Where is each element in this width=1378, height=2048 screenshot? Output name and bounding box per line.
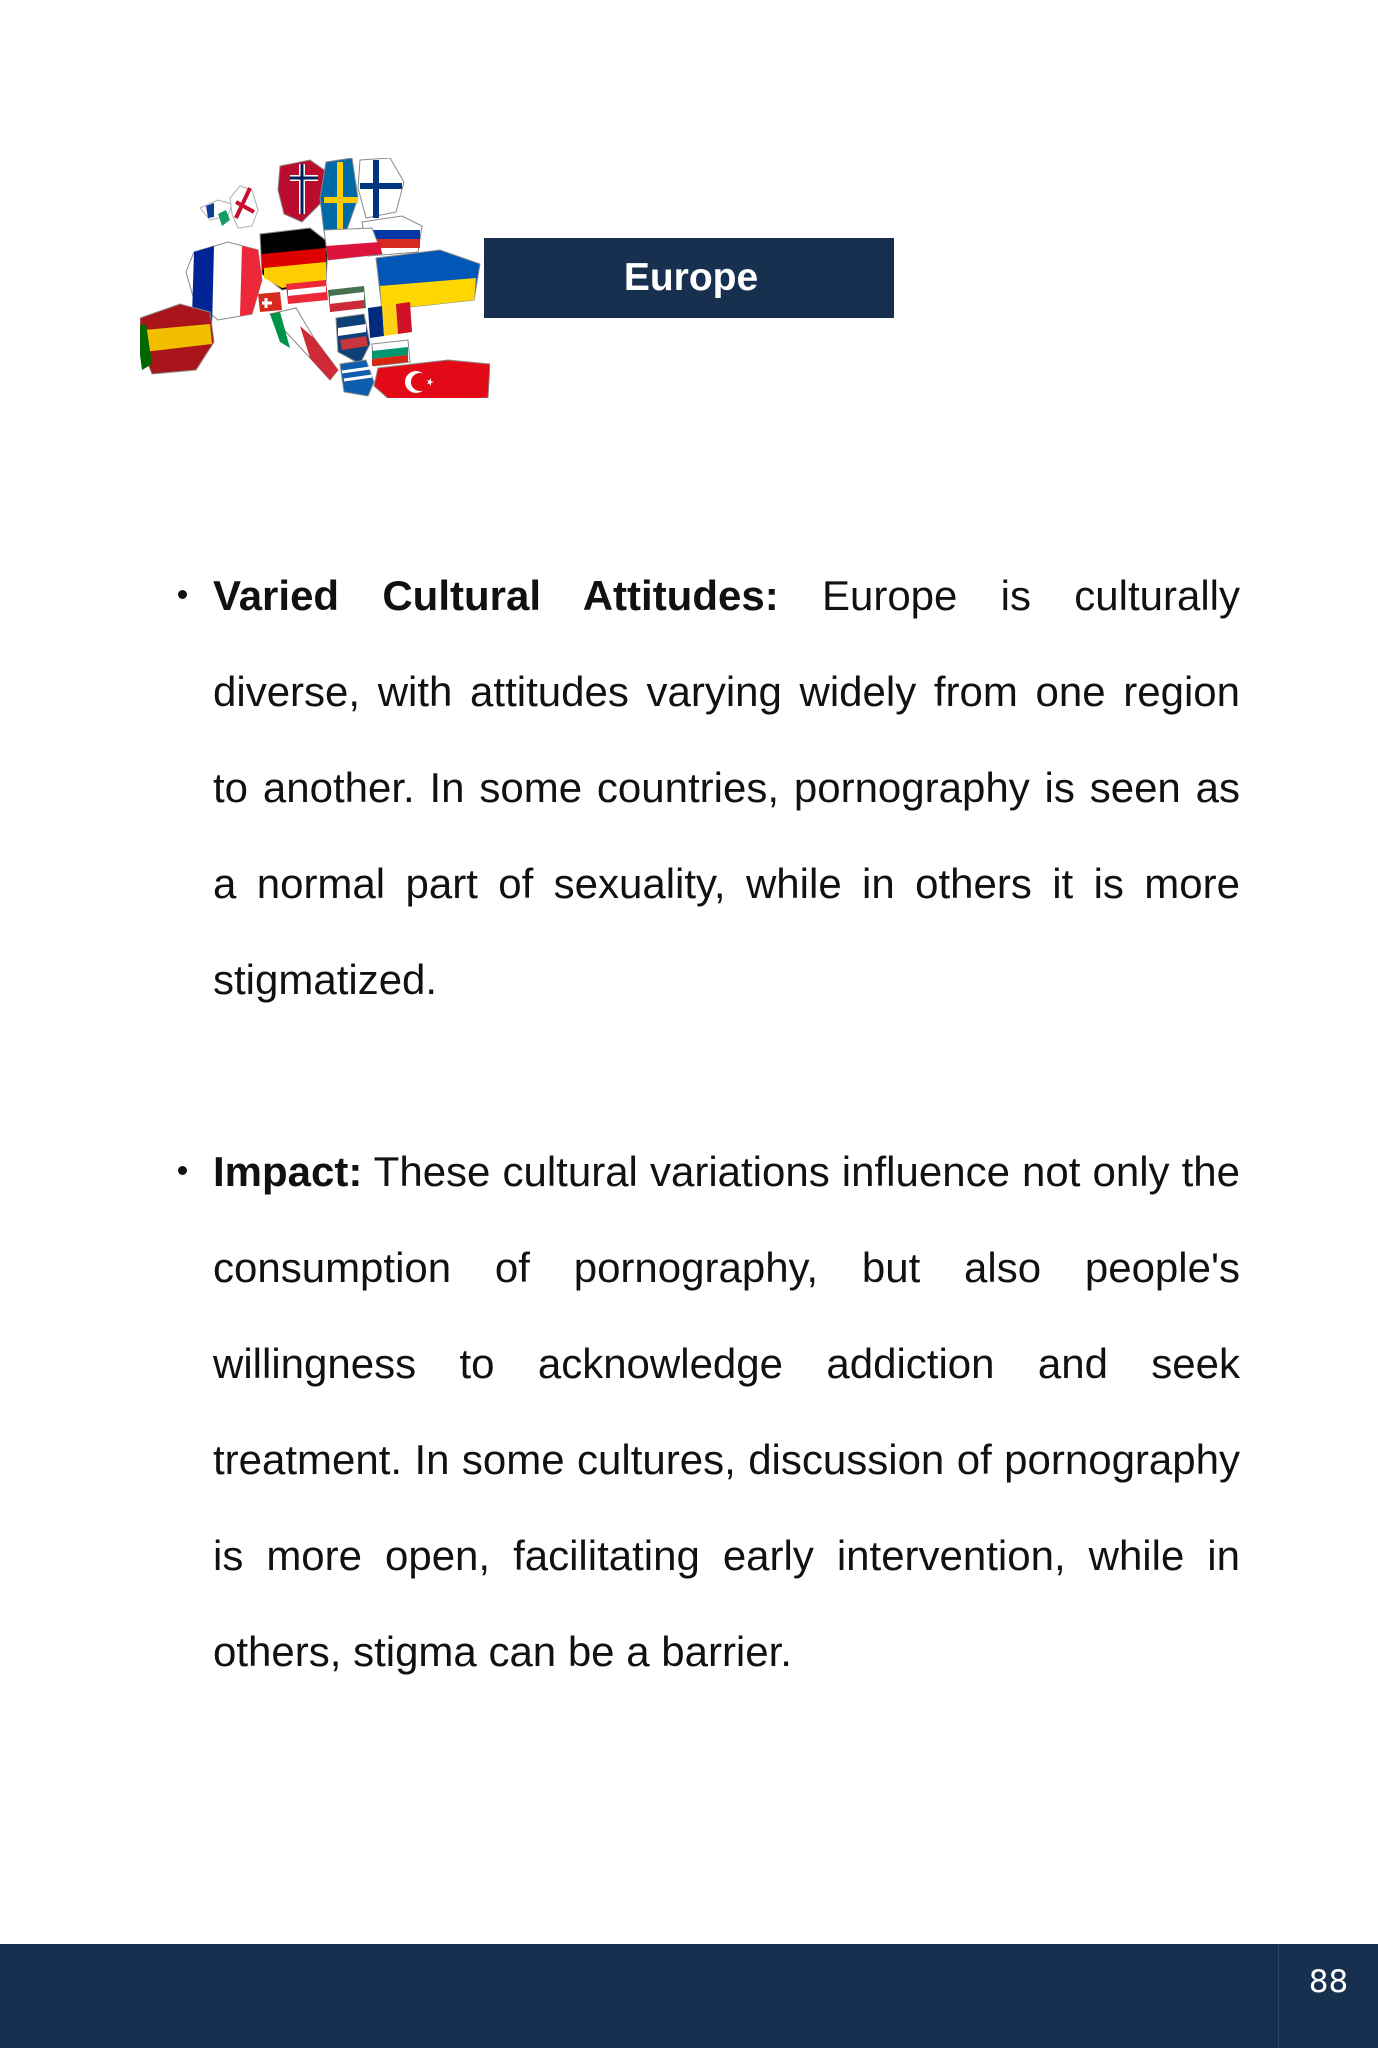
list-item-term: Varied Cultural Attitudes:	[213, 572, 779, 619]
page-footer	[0, 1944, 1378, 2048]
europe-flags-map-icon	[140, 158, 490, 398]
list-item	[175, 1124, 1240, 1700]
list-item-text	[213, 1124, 1240, 1700]
list-item-text	[213, 548, 1240, 1028]
content-body	[175, 548, 1240, 1700]
bullet-icon	[178, 590, 187, 599]
page-number: 88	[1308, 1964, 1349, 2000]
list-item-term: Impact:	[213, 1148, 363, 1195]
list-item-body: Europe is culturally diverse, with attitudes varying widely from one region to another. In some countries, pornography is seen as a normal part of sexuality, while in others it is more stigmatized.	[213, 572, 1240, 1003]
section-title-box	[484, 238, 894, 318]
bullet-icon	[178, 1166, 187, 1175]
section-title: Europe	[623, 256, 759, 299]
list-item-body: These cultural variations influence not only the consumption of pornography, but also people's willingness to acknowledge addiction and seek treatment. In some cultures, discussion of pornography is more open, facilitating early intervention, while in others, stigma can be a barrier.	[213, 1148, 1240, 1675]
list-item	[175, 548, 1240, 1028]
